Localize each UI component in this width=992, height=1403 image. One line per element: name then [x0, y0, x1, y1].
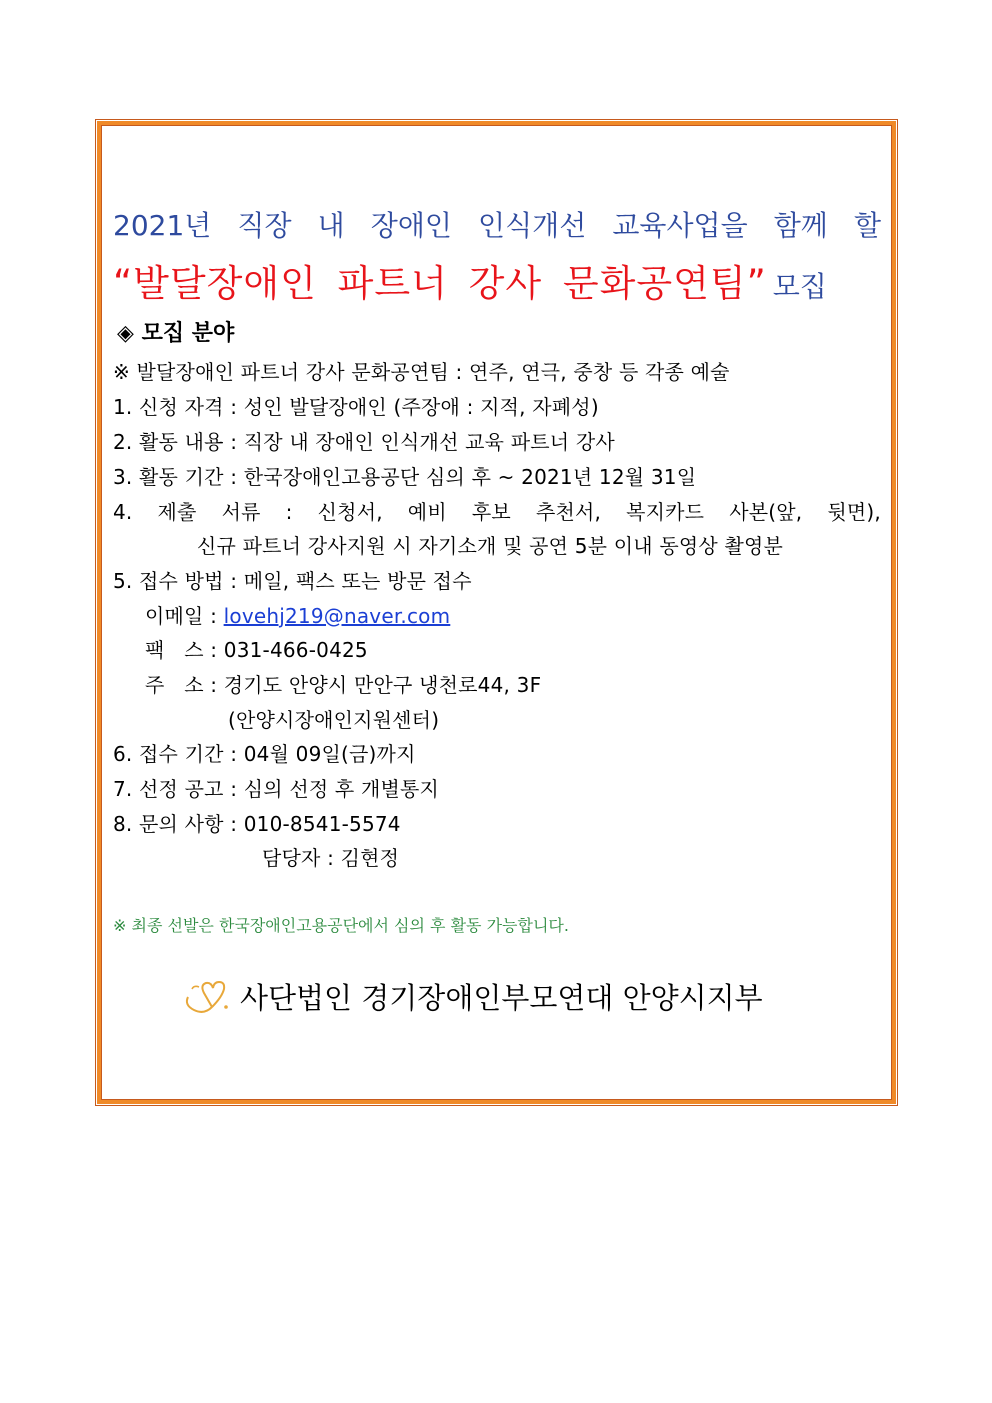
final-note: ※ 최종 선발은 한국장애인고용공단에서 심의 후 활동 가능합니다.: [113, 916, 569, 935]
item-qualification: 1. 신청 자격 : 성인 발달장애인 (주장애 : 지적, 자폐성): [113, 395, 599, 419]
contact-person: 담당자 : 김현정: [262, 846, 400, 870]
email-row: [145, 600, 450, 629]
section-heading: ◈ 모집 분야: [117, 321, 235, 346]
heart-logo-icon: [182, 977, 234, 1017]
field-note: ※ 발달장애인 파트너 강사 문화공연팀 : 연주, 연극, 중창 등 각종 예술: [113, 360, 730, 384]
title-main: “발달장애인 파트너 강사 문화공연팀”: [113, 262, 767, 305]
item-inquiry: 8. 문의 사항 : 010-8541-5574: [113, 812, 401, 836]
item-period: 3. 활동 기간 : 한국장애인고용공단 심의 후 ~ 2021년 12월 31일: [113, 465, 697, 489]
item-announcement: 7. 선정 공고 : 심의 선정 후 개별통지: [113, 777, 440, 801]
item-deadline: 6. 접수 기간 : 04월 09일(금)까지: [113, 742, 416, 766]
title-line-2: [113, 253, 827, 307]
organization-footer: [182, 976, 763, 1017]
address-line: 주 소 : 경기도 안양시 만안구 냉천로44, 3F: [145, 673, 542, 697]
fax-line: 팩 스 : 031-466-0425: [145, 638, 368, 662]
item-documents: 4. 제출 서류 : 신청서, 예비 후보 추천서, 복지카드 사본(앞, 뒷면),: [113, 500, 881, 524]
organization-name: 사단법인 경기장애인부모연대 안양시지부: [240, 981, 763, 1015]
email-link[interactable]: lovehj219@naver.com: [223, 604, 451, 628]
address-line-2: (안양시장애인지원센터): [228, 708, 440, 732]
item-activity: 2. 활동 내용 : 직장 내 장애인 인식개선 교육 파트너 강사: [113, 430, 615, 454]
item-documents-cont: 신규 파트너 강사지원 시 자기소개 및 공연 5분 이내 동영상 촬영분: [197, 534, 784, 558]
email-label: 이메일 :: [145, 604, 224, 628]
title-line-1: 2021년 직장 내 장애인 인식개선 교육사업을 함께 할: [113, 209, 881, 242]
item-method: 5. 접수 방법 : 메일, 팩스 또는 방문 접수: [113, 569, 472, 593]
title-suffix: 모집: [772, 270, 827, 303]
